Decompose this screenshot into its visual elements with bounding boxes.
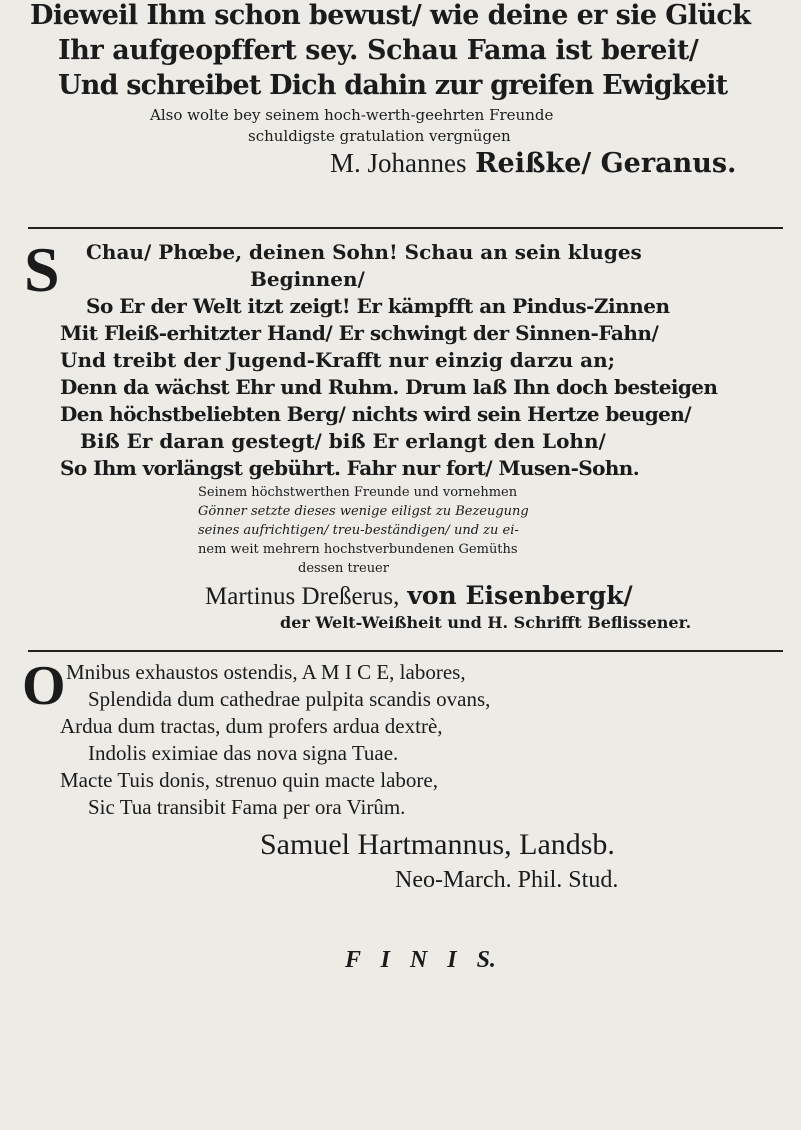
poem-two <box>0 242 801 631</box>
poem-three-line-3: Ardua dum tractas, dum profers ardua dextrè, <box>60 714 443 738</box>
poem-two-line-5: Und treibt der Jugend-Krafft nur einzig darzu an; <box>60 348 616 372</box>
poem-one-dedication-1: Also wolte bey seinem hoch-werth-geehrten Freunde <box>150 106 554 124</box>
poem-one-line-3: Und schreibet Dich dahin zur greifen Ewigkeit <box>58 70 728 101</box>
poem-two-line-4: Mit Fleiß-erhitzter Hand/ Er schwingt der Sinnen-Fahn/ <box>60 321 659 345</box>
poem-one-line-1: Dieweil Ihm schon bewust/ wie deine er sie Glück <box>30 0 751 31</box>
poem-one-dedication-2: schuldigste gratulation vergnügen <box>248 127 511 145</box>
poem-two-dedication-2: Gönner setzte dieses wenige eiligst zu Bezeugung <box>198 504 529 519</box>
poem-three-signature-title: Neo-March. Phil. Stud. <box>395 867 619 893</box>
poem-two-dedication-5: dessen treuer <box>298 561 389 576</box>
poem-one-signature <box>330 150 801 177</box>
finis-mark: F I N I S. <box>345 947 496 973</box>
poem-two-signature-from: von Eisenbergk/ <box>407 581 633 610</box>
poem-three-dropcap: O <box>22 655 66 717</box>
divider-rule-2 <box>28 650 783 652</box>
poem-two-line-6: Denn da wächst Ehr und Ruhm. Drum laß Ihn doch besteigen <box>60 375 718 399</box>
poem-two-signature <box>205 583 801 609</box>
poem-two-dedication-1: Seinem höchstwerthen Freunde und vornehmen <box>198 485 518 500</box>
poem-two-signature-title: der Welt-Weißheit und H. Schrifft Beflissener. <box>280 613 692 632</box>
poem-two-line-2: Beginnen/ <box>250 267 365 291</box>
poem-three-line-5: Macte Tuis donis, strenuo quin macte labore, <box>60 768 438 792</box>
poem-one <box>0 2 801 177</box>
poem-three-line-6: Sic Tua transibit Fama per ora Virûm. <box>88 795 406 819</box>
poem-three-line-2: Splendida dum cathedrae pulpita scandis ovans, <box>88 687 491 711</box>
poem-three-line-1: Mnibus exhaustos ostendis, A M I C E, labores, <box>66 660 466 684</box>
poem-three-line-4: Indolis eximiae das nova signa Tuae. <box>88 741 399 765</box>
poem-two-dropcap: S <box>24 234 60 305</box>
poem-two-line-7: Den höchstbeliebten Berg/ nichts wird sein Hertze beugen/ <box>60 402 691 426</box>
poem-one-signature-name: Reißke/ Geranus. <box>475 148 737 179</box>
poem-two-line-3: So Er der Welt itzt zeigt! Er kämpfft an Pindus-Zinnen <box>86 294 670 318</box>
poem-three <box>0 662 801 892</box>
poem-two-line-8: Biß Er daran gestegt/ biß Er erlangt den Lohn/ <box>80 429 606 453</box>
poem-two-signature-name: Martinus Dreßerus, <box>205 583 400 610</box>
poem-two-line-9: So Ihm vorlängst gebührt. Fahr nur fort/ Musen-Sohn. <box>60 456 640 480</box>
poem-one-line-2: Ihr aufgeopffert sey. Schau Fama ist bereit/ <box>58 35 699 66</box>
poem-one-signature-prefix: M. Johannes <box>330 148 467 178</box>
divider-rule-1 <box>28 227 783 229</box>
poem-two-line-1: Chau/ Phœbe, deinen Sohn! Schau an sein kluges <box>86 240 642 264</box>
poem-two-dedication-4: nem weit mehrern hochstverbundenen Gemüths <box>198 542 518 557</box>
poem-two-dedication-3: seines aufrichtigen/ treu-beständigen/ und zu ei- <box>198 523 519 538</box>
poem-three-signature-name: Samuel Hartmannus, Landsb. <box>260 828 615 861</box>
